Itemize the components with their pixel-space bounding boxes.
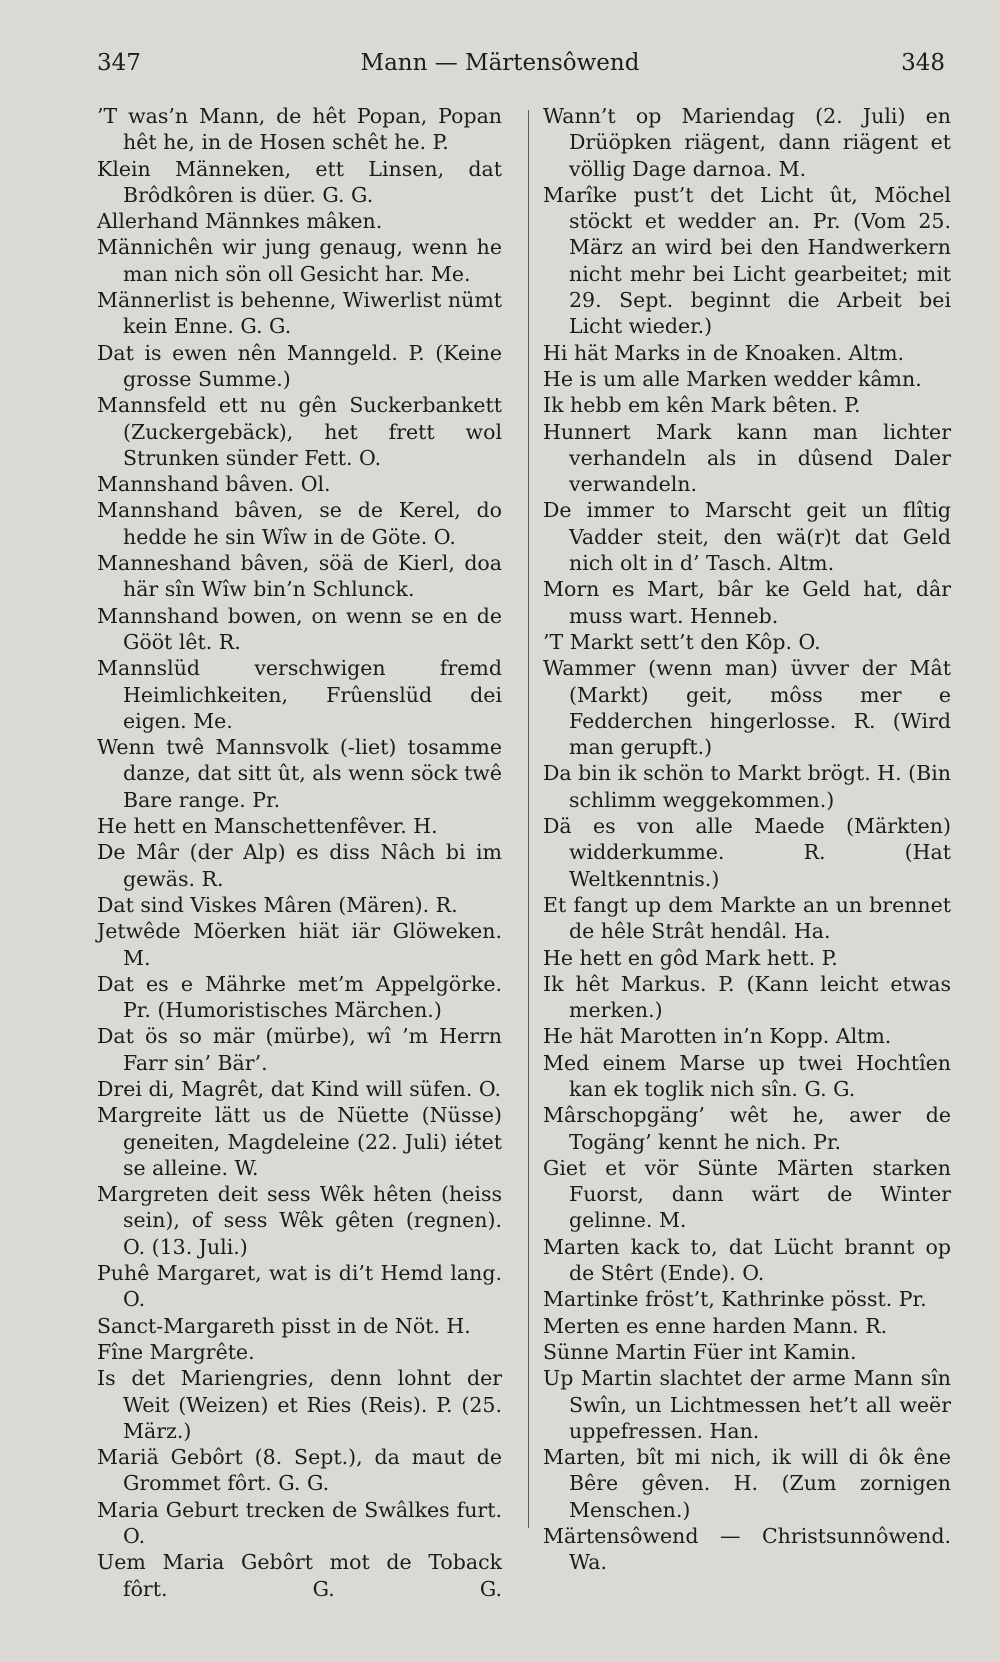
proverb-entry: Med einem Marse up twei Hochtîen kan ek toglik nich sîn. G. G. [543, 1050, 951, 1101]
proverb-entry: Is det Mariengries, denn lohnt der Weit (Weizen) et Ries (Reis). P. (25. März.) [97, 1366, 502, 1443]
proverb-entry: Mannshand bowen, on wenn se en de Gööt lêt. R. [97, 603, 502, 654]
proverb-entry: Morn es Mart, bâr ke Geld hat, dâr muss wart. Henneb. [543, 577, 951, 628]
proverb-entry: Uem Maria Gebôrt mot de Toback fôrt. G. G. [97, 1550, 502, 1601]
proverb-entry: Klein Männeken, ett Linsen, dat Brôdkôren is düer. G. G. [97, 156, 502, 207]
proverb-entry: Up Martin slachtet der arme Mann sîn Swîn, un Lichtmessen het’t all weër uppefressen. Han. [543, 1366, 951, 1443]
proverb-entry: Marten kack to, dat Lücht brannt op de Stêrt (Ende). O. [543, 1234, 951, 1286]
proverb-entry: Manneshand bâven, söä de Kierl, doa här sîn Wîw bin’n Schlunck. [97, 551, 502, 602]
proverb-entry: Männichên wir jung genaug, wenn he man nich sön oll Gesicht har. Me. [97, 235, 502, 286]
proverb-entry: Drei di, Magrêt, dat Kind will süfen. O. [97, 1076, 502, 1101]
left-entry-list [97, 103, 502, 1602]
proverb-entry: Da bin ik schön to Markt brögt. H. (Bin schlimm weggekommen.) [543, 761, 952, 812]
running-header [0, 50, 1000, 90]
right-column [543, 103, 951, 1576]
right-entry-list [543, 103, 951, 1576]
proverb-entry: Dä es von alle Maede (Märkten) widderkumme. R. (Hat Weltkenntnis.) [543, 814, 951, 891]
proverb-entry: Sünne Martin Füer int Kamin. [543, 1339, 857, 1364]
proverb-entry: Dat is ewen nên Manngeld. P. (Keine grosse Summe.) [97, 340, 502, 391]
proverb-entry: Ik hebb em kên Mark bêten. P. [543, 393, 861, 418]
proverb-entry: Jetwêde Möerken hiät iär Glöweken. M. [97, 919, 502, 970]
proverb-entry: Wenn twê Mannsvolk (-liet) tosamme danze, dat sitt ût, als wenn söck twê Bare range. Pr. [97, 735, 502, 812]
proverb-entry: He hät Marotten in’n Kopp. Altm. [543, 1024, 892, 1049]
proverb-entry: Wammer (wenn man) üvver der Mât (Markt) geit, môss mer e Fedderchen hingerlosse. R. (Wird man gerupft.) [543, 656, 951, 760]
proverb-entry: Margreten deit sess Wêk hêten (heiss sein), of sess Wêk gêten (regnen). O. (13. Juli.) [97, 1182, 502, 1259]
proverb-entry: Merten es enne harden Mann. R. [543, 1313, 888, 1338]
proverb-entry: Mannshand bâven. Ol. [97, 472, 331, 497]
page-number-left: 347 [97, 50, 141, 76]
proverb-entry: Mariä Gebôrt (8. Sept.), da maut de Grommet fôrt. G. G. [97, 1445, 502, 1496]
proverb-entry: Hunnert Mark kann man lichter verhandeln als in dûsend Daler verwandeln. [543, 419, 951, 497]
proverb-entry: Dat sind Viskes Mâren (Mären). R. [97, 892, 458, 917]
proverb-entry: De immer to Marscht geit un flîtig Vadder steit, den wä(r)t dat Geld nich olt in d’ Tasch. Altm. [543, 498, 951, 576]
proverb-entry: Maria Geburt trecken de Swâlkes furt. O. [97, 1497, 502, 1549]
proverb-entry: Et fangt up dem Markte an un brennet de hêle Strât hendâl. Ha. [543, 892, 951, 944]
column-divider [528, 110, 529, 1528]
proverb-entry: Fîne Margrête. [97, 1339, 255, 1364]
proverb-entry: Dat es e Mährke met’m Appelgörke. Pr. (Humoristisches Märchen.) [97, 971, 502, 1023]
proverb-entry: Märtensôwend — Christsunnôwend. Wa. [543, 1524, 951, 1575]
proverb-entry: ’T Markt sett’t den Kôp. O. [543, 629, 821, 654]
proverb-entry: Männerlist is behenne, Wiwerlist nümt kein Enne. G. G. [97, 288, 502, 339]
proverb-entry: Puhê Margaret, wat is di’t Hemd lang. O. [97, 1261, 502, 1312]
proverb-entry: He hett en Manschettenfêver. H. [97, 814, 438, 839]
proverb-entry: Hi hät Marks in de Knoaken. Altm. [543, 340, 905, 365]
proverb-entry: De Mâr (der Alp) es diss Nâch bi im gewäs. R. [97, 840, 502, 891]
proverb-entry: Giet et vör Sünte Märten starken Fuorst, dann wärt de Winter gelinne. M. [543, 1155, 951, 1233]
proverb-entry: Mârschopgäng’ wêt he, awer de Togäng’ kennt he nich. Pr. [543, 1103, 951, 1154]
proverb-entry: He is um alle Marken wedder kâmn. [543, 366, 922, 391]
proverb-entry: Wann’t op Mariendag (2. Juli) en Drüöpken riägent, dann riägent et völlig Dage darnoa. M. [543, 104, 951, 181]
left-column [97, 103, 502, 1602]
proverb-entry: Martinke fröst’t, Kathrinke pösst. Pr. [543, 1287, 927, 1312]
proverb-entry: He hett en gôd Mark hett. P. [543, 945, 838, 970]
proverb-entry: Ik hêt Markus. P. (Kann leicht etwas merken.) [543, 971, 951, 1023]
running-title: Mann — Märtensôwend [360, 50, 640, 76]
proverb-entry: Allerhand Männkes mâken. [97, 209, 383, 234]
proverb-entry: Mannsfeld ett nu gên Suckerbankett (Zuckergebäck), het frett wol Strunken sünder Fett. O. [97, 393, 502, 470]
proverb-entry: Mannshand bâven, se de Kerel, do hedde he sin Wîw in de Göte. O. [97, 498, 502, 549]
proverb-entry: Marten, bît mi nich, ik will di ôk êne Bêre gêven. H. (Zum zornigen Menschen.) [543, 1445, 951, 1522]
proverb-entry: Dat ös so mär (mürbe), wî ’m Herrn Farr sin’ Bär’. [97, 1024, 502, 1075]
proverb-entry: ’T was’n Mann, de hêt Popan, Popan hêt he, in de Hosen schêt he. P. [97, 104, 502, 155]
proverb-entry: Margreite lätt us de Nüette (Nüsse) geneiten, Magdeleine (22. Juli) iétet se alleine. W. [97, 1103, 502, 1180]
page-number-right: 348 [901, 50, 945, 76]
proverb-entry: Mannslüd verschwigen fremd Heimlichkeiten, Frûenslüd dei eigen. Me. [97, 656, 502, 733]
proverb-entry: Marîke pust’t det Licht ût, Möchel stöckt et wedder an. Pr. (Vom 25. März an wird bei den Handwerkern nicht mehr bei Licht gearbeitet; mit 29. Sept. beginnt die Arbeit bei Licht wieder.) [543, 182, 951, 339]
proverb-entry: Sanct-Margareth pisst in de Nöt. H. [97, 1313, 471, 1338]
